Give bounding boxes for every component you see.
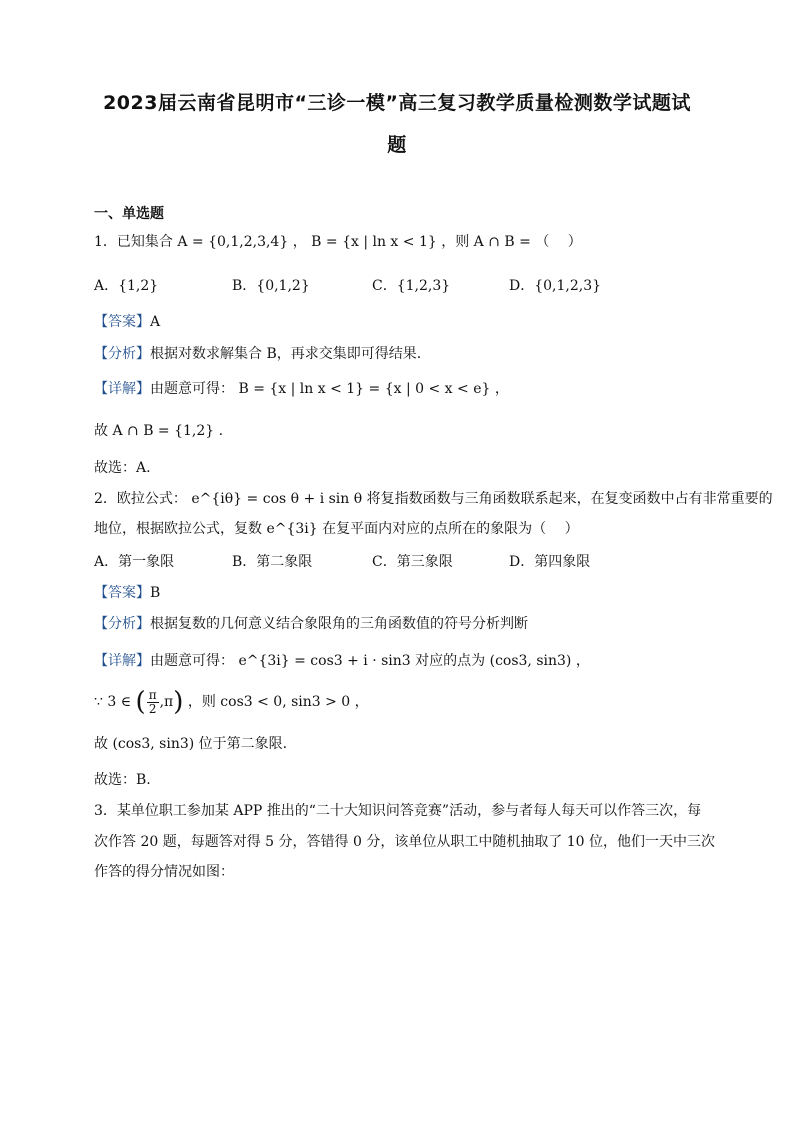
analysis-text: 根据复数的几何意义结合象限角的三角函数值的符号分析判断 [150,616,528,632]
answer-tag: 【答案】 [94,585,150,601]
doc-title-line-2: 题 [387,134,407,156]
q2-stem-line-2: 地位，根据欧拉公式，复数 e^{3i} 在复平面内对应的点所在的象限为（ ） [94,521,579,537]
q2-analysis [94,614,528,634]
detail-tag: 【详解】 [94,653,150,669]
q1-option-c: C．{1,2,3} [372,278,451,294]
analysis-tag: 【分析】 [94,616,150,632]
q1-option-d: D．{0,1,2,3} [509,278,602,294]
q1-select: 故选：A. [94,460,151,476]
q2-option-d: D．第四象限 [509,554,591,570]
q3-stem-line-2: 次作答 20 题，每题答对得 5 分，答错得 0 分，该单位从职工中随机抽取了 10 位，他们一天中三次 [94,834,716,850]
section-heading: 一、单选题 [94,206,164,222]
q2-stem-line-1: 2．欧拉公式： e^{iθ} = cos θ + i sin θ 将复指数函数与三角函数联系起来，在复变函数中占有非常重要的 [94,491,773,507]
fraction-denominator: 2 [148,701,157,716]
q2-answer [94,583,160,603]
answer-tag: 【答案】 [94,314,150,330]
q1-option-b: B．{0,1,2} [232,278,310,294]
q1-detail [94,379,509,399]
analysis-text: 根据对数求解集合 B，再求交集即可得结果. [150,346,422,362]
answer-value: A [150,314,161,330]
fraction-numerator: π [148,687,157,702]
q1-analysis [94,344,421,364]
detail-text: 由题意可得： B = {x | ln x < 1} = {x | 0 < x < e} ， [150,381,509,397]
q2-option-c: C．第三象限 [372,554,453,570]
detail-text: 由题意可得： e^{3i} = cos3 + i · sin3 对应的点为 (cos3, sin3) ， [150,653,590,669]
analysis-tag: 【分析】 [94,346,150,362]
answer-value: B [150,585,161,601]
detail-tag: 【详解】 [94,381,150,397]
q2-select: 故选：B. [94,772,151,788]
q2-option-b: B．第二象限 [232,554,313,570]
q1-answer [94,312,160,332]
q2-detail-2: ∵ 3 ∈ ( $\frac{\pi}{2}$ ,π) ，则 cos3 < 0, sin3 > 0 ， [94,687,369,717]
q2-detail [94,651,590,671]
q1-option-a: A．{1,2} [94,278,159,294]
interval-suffix: ，则 cos3 < 0, sin3 > 0 ， [187,694,369,710]
q1-stem: 1．已知集合 A = {0,1,2,3,4} ， B = {x | ln x < 1} ，则 A ∩ B = （ ） [94,234,582,250]
doc-title-line-1: 2023届云南省昆明市“三诊一模”高三复习教学质量检测数学试题试 [103,92,691,114]
q1-detail-2: 故 A ∩ B = {1,2} . [94,423,224,439]
q2-detail-3: 故 (cos3, sin3) 位于第二象限. [94,736,288,752]
q2-option-a: A．第一象限 [94,554,175,570]
fraction [147,689,159,716]
q3-stem-line-3: 作答的得分情况如图： [94,864,234,880]
right-paren: ) [173,687,184,717]
q3-stem-line-1: 3．某单位职工参加某 APP 推出的“二十大知识问答竞赛”活动，参与者每人每天可以作答三次，每 [94,803,702,819]
left-paren: ( [135,687,146,717]
interval-prefix: ∵ 3 ∈ [94,694,132,710]
